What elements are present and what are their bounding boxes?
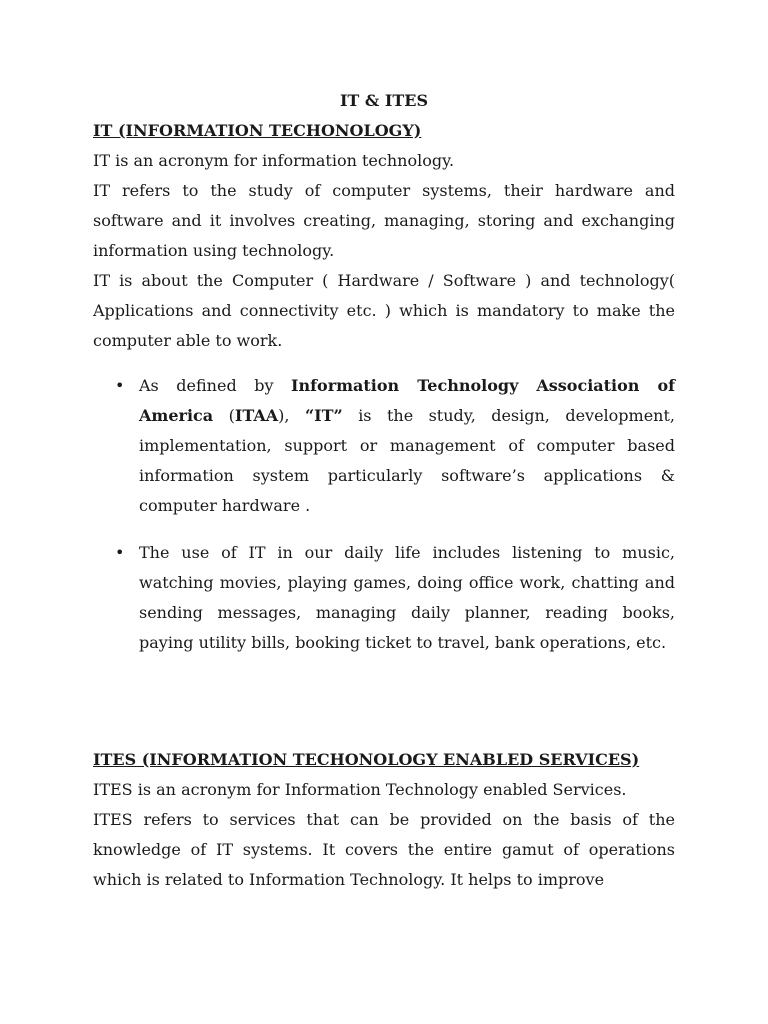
paragraph-ites-acronym: ITES is an acronym for Information Technology enabled Services. [93, 780, 627, 799]
paragraph-ites-definition: ITES refers to services that can be provided on the basis of the knowledge of IT systems. It covers the entire gamut of operations which is related to Information Technology. It helps to improve [93, 810, 675, 889]
bullet-rest: is the study, design, development, implementation, support or management of computer based information system particularly software’s applications & computer hardware . [139, 406, 676, 515]
paragraph-it-acronym: IT is an acronym for information technology. [93, 151, 455, 170]
section-spacer [93, 675, 675, 745]
paragraph-it-definition: IT refers to the study of computer systems, their hardware and software and it involves creating, managing, storing and exchanging information using technology. [93, 181, 675, 260]
paren-open: ( [213, 406, 235, 425]
section-heading-it: IT (INFORMATION TECHONOLOGY) [93, 121, 422, 140]
it-bullet-list [93, 371, 675, 658]
bullet-text: The use of IT in our daily life includes listening to music, watching movies, playing games, doing office work, chatting and sending messages, managing daily planner, reading books, paying utility bills, booking ticket to travel, bank operations, etc. [139, 543, 675, 652]
it-term: “IT” [304, 406, 343, 425]
bullet-icon: • [115, 376, 125, 395]
itaa-abbr: ITAA [234, 406, 279, 425]
section-heading-ites: ITES (INFORMATION TECHONOLOGY ENABLED SERVICES) [93, 750, 640, 769]
list-item-daily-use [93, 538, 675, 658]
list-item-itaa-definition [93, 371, 675, 521]
paren-close: ), [278, 406, 305, 425]
bullet-prefix: As defined by [139, 376, 292, 395]
document-body [93, 86, 675, 895]
bullet-icon: • [115, 543, 125, 562]
document-title: IT & ITES [339, 91, 429, 110]
itaa-org-name: Information Technology Association of America [139, 376, 675, 425]
paragraph-it-about: IT is about the Computer ( Hardware / Software ) and technology( Applications and connectivity etc. ) which is mandatory to make the computer able to work. [93, 271, 675, 350]
